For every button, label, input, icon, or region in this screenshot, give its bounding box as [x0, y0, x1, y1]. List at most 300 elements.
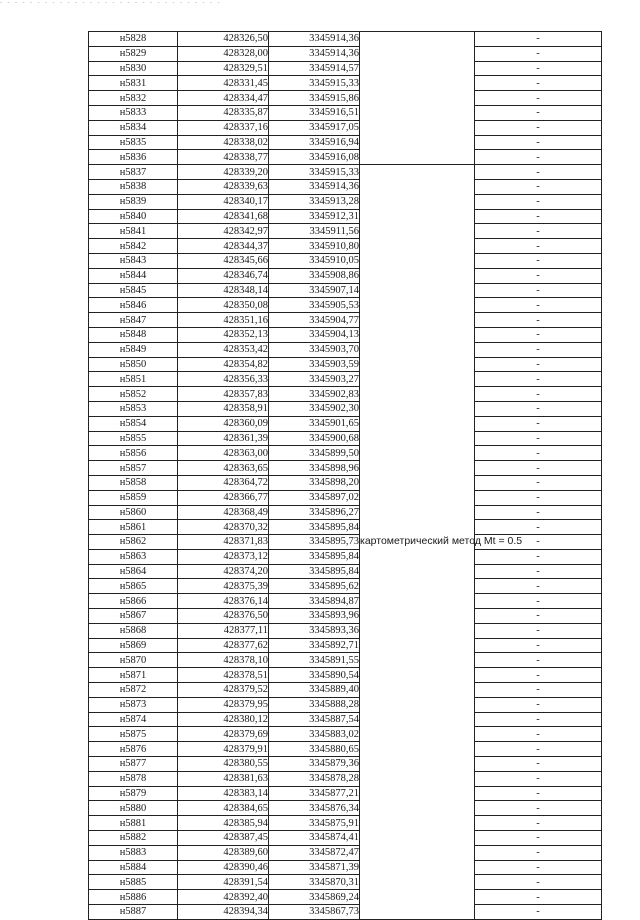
y-coordinate-cell: 3345907,14 — [269, 283, 360, 298]
point-name-cell: н5829 — [89, 46, 178, 61]
y-coordinate-cell: 3345895,84 — [269, 520, 360, 535]
table-row — [89, 860, 602, 875]
x-coordinate-cell: 428357,83 — [178, 387, 269, 402]
table-row — [89, 387, 602, 402]
point-name-cell: н5845 — [89, 283, 178, 298]
x-coordinate-cell: 428353,42 — [178, 342, 269, 357]
precision-cell: - — [475, 786, 602, 801]
y-coordinate-cell: 3345915,33 — [269, 165, 360, 180]
precision-cell: - — [475, 209, 602, 224]
method-cell-empty — [360, 32, 475, 165]
precision-cell: - — [475, 446, 602, 461]
table-row — [89, 505, 602, 520]
x-coordinate-cell: 428354,82 — [178, 357, 269, 372]
y-coordinate-cell: 3345910,80 — [269, 239, 360, 254]
y-coordinate-cell: 3345895,73 — [269, 535, 360, 550]
table-row — [89, 209, 602, 224]
point-name-cell: н5846 — [89, 298, 178, 313]
y-coordinate-cell: 3345871,39 — [269, 860, 360, 875]
method-cell: картометрический метод Mt = 0.5 — [360, 165, 475, 920]
y-coordinate-cell: 3345875,91 — [269, 816, 360, 831]
x-coordinate-cell: 428394,34 — [178, 905, 269, 920]
y-coordinate-cell: 3345913,28 — [269, 194, 360, 209]
y-coordinate-cell: 3345869,24 — [269, 890, 360, 905]
point-name-cell: н5884 — [89, 860, 178, 875]
table-row — [89, 253, 602, 268]
x-coordinate-cell: 428342,97 — [178, 224, 269, 239]
precision-cell: - — [475, 91, 602, 106]
x-coordinate-cell: 428374,20 — [178, 564, 269, 579]
point-name-cell: н5857 — [89, 461, 178, 476]
x-coordinate-cell: 428338,77 — [178, 150, 269, 165]
precision-cell: - — [475, 342, 602, 357]
y-coordinate-cell: 3345893,96 — [269, 609, 360, 624]
table-row — [89, 757, 602, 772]
point-name-cell: н5868 — [89, 623, 178, 638]
precision-cell: - — [475, 165, 602, 180]
table-row — [89, 475, 602, 490]
y-coordinate-cell: 3345888,28 — [269, 697, 360, 712]
x-coordinate-cell: 428360,09 — [178, 416, 269, 431]
table-row — [89, 327, 602, 342]
precision-cell: - — [475, 757, 602, 772]
point-name-cell: н5850 — [89, 357, 178, 372]
point-name-cell: н5883 — [89, 845, 178, 860]
point-name-cell: н5866 — [89, 594, 178, 609]
table-row — [89, 165, 602, 180]
y-coordinate-cell: 3345879,36 — [269, 757, 360, 772]
x-coordinate-cell: 428363,00 — [178, 446, 269, 461]
point-name-cell: н5859 — [89, 490, 178, 505]
point-name-cell: н5885 — [89, 875, 178, 890]
y-coordinate-cell: 3345895,62 — [269, 579, 360, 594]
table-row — [89, 120, 602, 135]
table-row — [89, 461, 602, 476]
y-coordinate-cell: 3345898,96 — [269, 461, 360, 476]
table-row — [89, 283, 602, 298]
point-name-cell: н5854 — [89, 416, 178, 431]
table-row — [89, 268, 602, 283]
table-row — [89, 194, 602, 209]
precision-cell: - — [475, 76, 602, 91]
precision-cell: - — [475, 579, 602, 594]
precision-cell: - — [475, 638, 602, 653]
x-coordinate-cell: 428377,11 — [178, 623, 269, 638]
x-coordinate-cell: 428376,50 — [178, 609, 269, 624]
point-name-cell: н5856 — [89, 446, 178, 461]
precision-cell: - — [475, 609, 602, 624]
precision-cell: - — [475, 594, 602, 609]
x-coordinate-cell: 428328,00 — [178, 46, 269, 61]
y-coordinate-cell: 3345903,27 — [269, 372, 360, 387]
y-coordinate-cell: 3345870,31 — [269, 875, 360, 890]
y-coordinate-cell: 3345896,27 — [269, 505, 360, 520]
y-coordinate-cell: 3345898,20 — [269, 475, 360, 490]
y-coordinate-cell: 3345916,94 — [269, 135, 360, 150]
x-coordinate-cell: 428346,74 — [178, 268, 269, 283]
table-row — [89, 313, 602, 328]
table-row — [89, 535, 602, 550]
table-row — [89, 150, 602, 165]
y-coordinate-cell: 3345916,08 — [269, 150, 360, 165]
table-row — [89, 653, 602, 668]
table-row — [89, 520, 602, 535]
x-coordinate-cell: 428337,16 — [178, 120, 269, 135]
x-coordinate-cell: 428368,49 — [178, 505, 269, 520]
y-coordinate-cell: 3345874,41 — [269, 831, 360, 846]
precision-cell: - — [475, 520, 602, 535]
x-coordinate-cell: 428358,91 — [178, 401, 269, 416]
point-name-cell: н5836 — [89, 150, 178, 165]
x-coordinate-cell: 428375,39 — [178, 579, 269, 594]
y-coordinate-cell: 3345895,84 — [269, 564, 360, 579]
precision-cell: - — [475, 239, 602, 254]
x-coordinate-cell: 428392,40 — [178, 890, 269, 905]
table-row — [89, 298, 602, 313]
precision-cell: - — [475, 564, 602, 579]
precision-cell: - — [475, 535, 602, 550]
y-coordinate-cell: 3345890,54 — [269, 668, 360, 683]
precision-cell: - — [475, 32, 602, 47]
precision-cell: - — [475, 61, 602, 76]
precision-cell: - — [475, 860, 602, 875]
table-row — [89, 76, 602, 91]
point-name-cell: н5873 — [89, 697, 178, 712]
point-name-cell: н5847 — [89, 313, 178, 328]
point-name-cell: н5875 — [89, 727, 178, 742]
precision-cell: - — [475, 875, 602, 890]
point-name-cell: н5855 — [89, 431, 178, 446]
table-row — [89, 549, 602, 564]
point-name-cell: н5880 — [89, 801, 178, 816]
point-name-cell: н5877 — [89, 757, 178, 772]
x-coordinate-cell: 428341,68 — [178, 209, 269, 224]
precision-cell: - — [475, 150, 602, 165]
point-name-cell: н5835 — [89, 135, 178, 150]
point-name-cell: н5860 — [89, 505, 178, 520]
precision-cell: - — [475, 105, 602, 120]
table-row — [89, 845, 602, 860]
table-row — [89, 431, 602, 446]
precision-cell: - — [475, 653, 602, 668]
precision-cell: - — [475, 697, 602, 712]
y-coordinate-cell: 3345880,65 — [269, 742, 360, 757]
x-coordinate-cell: 428340,17 — [178, 194, 269, 209]
table-row — [89, 623, 602, 638]
precision-cell: - — [475, 253, 602, 268]
point-name-cell: н5858 — [89, 475, 178, 490]
table-row — [89, 179, 602, 194]
precision-cell: - — [475, 771, 602, 786]
y-coordinate-cell: 3345887,54 — [269, 712, 360, 727]
y-coordinate-cell: 3345903,70 — [269, 342, 360, 357]
y-coordinate-cell: 3345904,77 — [269, 313, 360, 328]
x-coordinate-cell: 428345,66 — [178, 253, 269, 268]
x-coordinate-cell: 428377,62 — [178, 638, 269, 653]
x-coordinate-cell: 428387,45 — [178, 831, 269, 846]
y-coordinate-cell: 3345891,55 — [269, 653, 360, 668]
y-coordinate-cell: 3345902,83 — [269, 387, 360, 402]
x-coordinate-cell: 428361,39 — [178, 431, 269, 446]
point-name-cell: н5871 — [89, 668, 178, 683]
y-coordinate-cell: 3345910,05 — [269, 253, 360, 268]
point-name-cell: н5867 — [89, 609, 178, 624]
point-name-cell: н5839 — [89, 194, 178, 209]
point-name-cell: н5841 — [89, 224, 178, 239]
y-coordinate-cell: 3345893,36 — [269, 623, 360, 638]
point-name-cell: н5853 — [89, 401, 178, 416]
table-row — [89, 609, 602, 624]
precision-cell: - — [475, 135, 602, 150]
x-coordinate-cell: 428363,65 — [178, 461, 269, 476]
point-name-cell: н5878 — [89, 771, 178, 786]
x-coordinate-cell: 428378,10 — [178, 653, 269, 668]
y-coordinate-cell: 3345902,30 — [269, 401, 360, 416]
point-name-cell: н5879 — [89, 786, 178, 801]
x-coordinate-cell: 428338,02 — [178, 135, 269, 150]
precision-cell: - — [475, 357, 602, 372]
point-name-cell: н5837 — [89, 165, 178, 180]
table-row — [89, 224, 602, 239]
point-name-cell: н5870 — [89, 653, 178, 668]
y-coordinate-cell: 3345872,47 — [269, 845, 360, 860]
table-row — [89, 697, 602, 712]
table-row — [89, 372, 602, 387]
point-name-cell: н5872 — [89, 683, 178, 698]
y-coordinate-cell: 3345908,86 — [269, 268, 360, 283]
x-coordinate-cell: 428334,47 — [178, 91, 269, 106]
point-name-cell: н5840 — [89, 209, 178, 224]
point-name-cell: н5852 — [89, 387, 178, 402]
table-row — [89, 239, 602, 254]
y-coordinate-cell: 3345876,34 — [269, 801, 360, 816]
x-coordinate-cell: 428380,55 — [178, 757, 269, 772]
table-row — [89, 801, 602, 816]
table-row — [89, 401, 602, 416]
scan-header-noise: - - - - - - - - - - - - - - - - - - - - - - - - - - - - - - — [0, 0, 222, 6]
point-name-cell: н5843 — [89, 253, 178, 268]
precision-cell: - — [475, 387, 602, 402]
point-name-cell: н5849 — [89, 342, 178, 357]
table-row — [89, 357, 602, 372]
y-coordinate-cell: 3345867,73 — [269, 905, 360, 920]
precision-cell: - — [475, 431, 602, 446]
y-coordinate-cell: 3345915,86 — [269, 91, 360, 106]
table-row — [89, 91, 602, 106]
y-coordinate-cell: 3345903,59 — [269, 357, 360, 372]
table-row — [89, 61, 602, 76]
point-name-cell: н5861 — [89, 520, 178, 535]
table-row — [89, 564, 602, 579]
precision-cell: - — [475, 623, 602, 638]
x-coordinate-cell: 428385,94 — [178, 816, 269, 831]
point-name-cell: н5886 — [89, 890, 178, 905]
precision-cell: - — [475, 224, 602, 239]
y-coordinate-cell: 3345899,50 — [269, 446, 360, 461]
precision-cell: - — [475, 845, 602, 860]
point-name-cell: н5833 — [89, 105, 178, 120]
x-coordinate-cell: 428373,12 — [178, 549, 269, 564]
precision-cell: - — [475, 372, 602, 387]
table-row — [89, 416, 602, 431]
x-coordinate-cell: 428378,51 — [178, 668, 269, 683]
point-name-cell: н5865 — [89, 579, 178, 594]
table-row — [89, 579, 602, 594]
precision-cell: - — [475, 298, 602, 313]
x-coordinate-cell: 428352,13 — [178, 327, 269, 342]
table-row — [89, 905, 602, 920]
point-name-cell: н5876 — [89, 742, 178, 757]
table-row — [89, 594, 602, 609]
precision-cell: - — [475, 549, 602, 564]
y-coordinate-cell: 3345914,36 — [269, 32, 360, 47]
precision-cell: - — [475, 505, 602, 520]
point-name-cell: н5838 — [89, 179, 178, 194]
table-row — [89, 831, 602, 846]
x-coordinate-cell: 428380,12 — [178, 712, 269, 727]
x-coordinate-cell: 428376,14 — [178, 594, 269, 609]
x-coordinate-cell: 428348,14 — [178, 283, 269, 298]
x-coordinate-cell: 428379,95 — [178, 697, 269, 712]
point-name-cell: н5828 — [89, 32, 178, 47]
x-coordinate-cell: 428370,32 — [178, 520, 269, 535]
precision-cell: - — [475, 313, 602, 328]
x-coordinate-cell: 428371,83 — [178, 535, 269, 550]
table-row — [89, 742, 602, 757]
x-coordinate-cell: 428356,33 — [178, 372, 269, 387]
precision-cell: - — [475, 401, 602, 416]
precision-cell: - — [475, 727, 602, 742]
precision-cell: - — [475, 327, 602, 342]
x-coordinate-cell: 428329,51 — [178, 61, 269, 76]
x-coordinate-cell: 428364,72 — [178, 475, 269, 490]
precision-cell: - — [475, 475, 602, 490]
table-row — [89, 446, 602, 461]
table-row — [89, 727, 602, 742]
y-coordinate-cell: 3345878,28 — [269, 771, 360, 786]
point-name-cell: н5844 — [89, 268, 178, 283]
table-row — [89, 875, 602, 890]
point-name-cell: н5864 — [89, 564, 178, 579]
table-row — [89, 712, 602, 727]
precision-cell: - — [475, 801, 602, 816]
x-coordinate-cell: 428350,08 — [178, 298, 269, 313]
y-coordinate-cell: 3345901,65 — [269, 416, 360, 431]
table-row — [89, 771, 602, 786]
point-name-cell: н5834 — [89, 120, 178, 135]
coordinates-table-body — [89, 32, 602, 920]
x-coordinate-cell: 428339,20 — [178, 165, 269, 180]
precision-cell: - — [475, 668, 602, 683]
precision-cell: - — [475, 683, 602, 698]
table-row — [89, 683, 602, 698]
y-coordinate-cell: 3345895,84 — [269, 549, 360, 564]
coordinates-table — [88, 31, 602, 920]
x-coordinate-cell: 428351,16 — [178, 313, 269, 328]
precision-cell: - — [475, 905, 602, 920]
precision-cell: - — [475, 179, 602, 194]
precision-cell: - — [475, 268, 602, 283]
point-name-cell: н5862 — [89, 535, 178, 550]
x-coordinate-cell: 428331,45 — [178, 76, 269, 91]
x-coordinate-cell: 428390,46 — [178, 860, 269, 875]
x-coordinate-cell: 428384,65 — [178, 801, 269, 816]
table-row — [89, 32, 602, 47]
precision-cell: - — [475, 416, 602, 431]
y-coordinate-cell: 3345914,36 — [269, 179, 360, 194]
x-coordinate-cell: 428344,37 — [178, 239, 269, 254]
y-coordinate-cell: 3345883,02 — [269, 727, 360, 742]
x-coordinate-cell: 428383,14 — [178, 786, 269, 801]
y-coordinate-cell: 3345877,21 — [269, 786, 360, 801]
precision-cell: - — [475, 120, 602, 135]
y-coordinate-cell: 3345916,51 — [269, 105, 360, 120]
point-name-cell: н5848 — [89, 327, 178, 342]
point-name-cell: н5874 — [89, 712, 178, 727]
x-coordinate-cell: 428379,91 — [178, 742, 269, 757]
table-row — [89, 890, 602, 905]
x-coordinate-cell: 428389,60 — [178, 845, 269, 860]
y-coordinate-cell: 3345905,53 — [269, 298, 360, 313]
point-name-cell: н5863 — [89, 549, 178, 564]
point-name-cell: н5830 — [89, 61, 178, 76]
precision-cell: - — [475, 742, 602, 757]
table-row — [89, 342, 602, 357]
x-coordinate-cell: 428391,54 — [178, 875, 269, 890]
precision-cell: - — [475, 283, 602, 298]
y-coordinate-cell: 3345897,02 — [269, 490, 360, 505]
y-coordinate-cell: 3345892,71 — [269, 638, 360, 653]
precision-cell: - — [475, 461, 602, 476]
x-coordinate-cell: 428379,69 — [178, 727, 269, 742]
table-row — [89, 668, 602, 683]
table-row — [89, 490, 602, 505]
point-name-cell: н5831 — [89, 76, 178, 91]
point-name-cell: н5832 — [89, 91, 178, 106]
table-row — [89, 816, 602, 831]
y-coordinate-cell: 3345889,40 — [269, 683, 360, 698]
x-coordinate-cell: 428366,77 — [178, 490, 269, 505]
point-name-cell: н5887 — [89, 905, 178, 920]
point-name-cell: н5842 — [89, 239, 178, 254]
precision-cell: - — [475, 816, 602, 831]
table-row — [89, 638, 602, 653]
table-row — [89, 105, 602, 120]
y-coordinate-cell: 3345914,57 — [269, 61, 360, 76]
precision-cell: - — [475, 712, 602, 727]
point-name-cell: н5882 — [89, 831, 178, 846]
y-coordinate-cell: 3345917,05 — [269, 120, 360, 135]
y-coordinate-cell: 3345912,31 — [269, 209, 360, 224]
precision-cell: - — [475, 490, 602, 505]
y-coordinate-cell: 3345914,36 — [269, 46, 360, 61]
y-coordinate-cell: 3345894,87 — [269, 594, 360, 609]
point-name-cell: н5881 — [89, 816, 178, 831]
precision-cell: - — [475, 890, 602, 905]
x-coordinate-cell: 428381,63 — [178, 771, 269, 786]
x-coordinate-cell: 428379,52 — [178, 683, 269, 698]
table-row — [89, 135, 602, 150]
point-name-cell: н5869 — [89, 638, 178, 653]
y-coordinate-cell: 3345915,33 — [269, 76, 360, 91]
table-row — [89, 46, 602, 61]
point-name-cell: н5851 — [89, 372, 178, 387]
precision-cell: - — [475, 46, 602, 61]
precision-cell: - — [475, 831, 602, 846]
y-coordinate-cell: 3345900,68 — [269, 431, 360, 446]
x-coordinate-cell: 428335,87 — [178, 105, 269, 120]
x-coordinate-cell: 428326,50 — [178, 32, 269, 47]
